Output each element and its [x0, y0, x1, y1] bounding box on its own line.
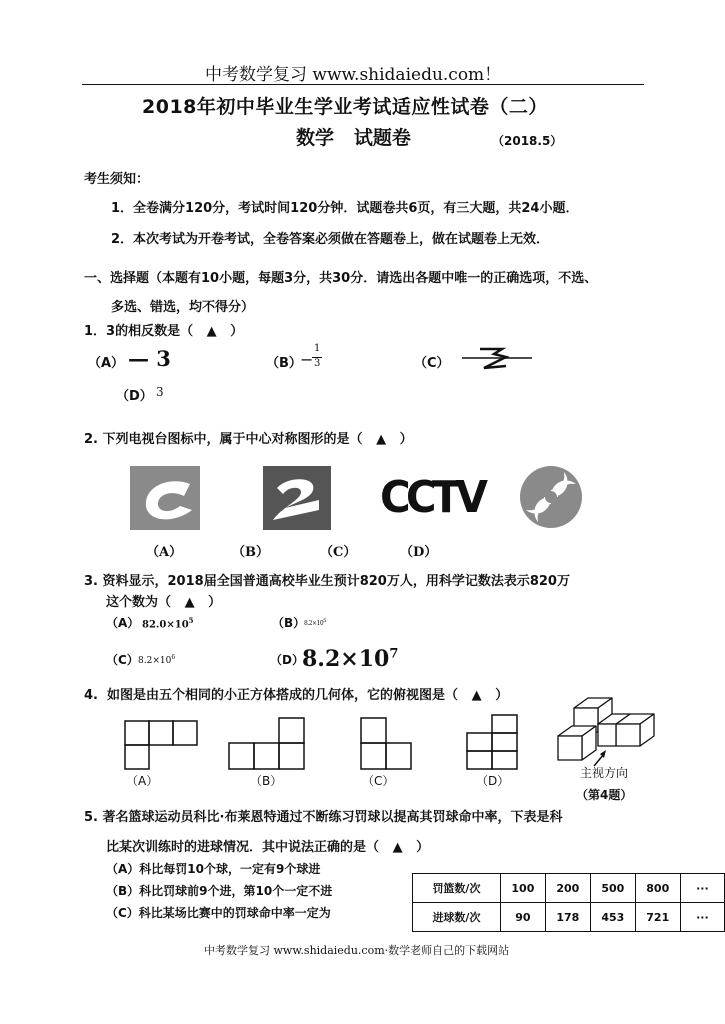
exam-subject: 数学 试题卷 — [296, 127, 411, 149]
q1-option-b-sign: − — [300, 350, 314, 369]
q5-option-c: （C）科比某场比赛中的罚球命中率一定为 — [106, 906, 331, 920]
q5-stem-line2: 比某次训练时的进球情况．其中说法正确的是（ ▲ ） — [106, 840, 430, 855]
notice-heading: 考生须知： — [84, 172, 150, 187]
q4-option-c-figure — [360, 717, 414, 771]
q4-option-b-figure — [228, 717, 306, 771]
exam-date: （2018.5） — [492, 134, 563, 148]
table-cell: ··· — [680, 874, 724, 903]
q3-stem-line2: 这个数为（ ▲ ） — [106, 595, 222, 610]
table-cell: 90 — [500, 903, 545, 932]
logo-c-cctv: CCTV — [380, 472, 484, 523]
q5-option-b: （B）科比罚球前9个进，第10个一定不进 — [106, 884, 333, 898]
table-cell: ··· — [680, 903, 724, 932]
q3-stem-line1: 3. 资料显示，2018届全国普通高校毕业生预计820万人，用科学记数法表示820万 — [84, 574, 570, 589]
q2-label-a: （A） — [146, 545, 183, 560]
q1-option-d-value: 3 — [156, 385, 164, 399]
table-row-header: 进球数/次 — [413, 903, 501, 932]
q4-label-b: （B） — [250, 774, 283, 788]
q3-option-a-value — [142, 616, 194, 630]
q4-stem: 4. 如图是由五个相同的小正方体搭成的几何体，它的俯视图是（ ▲ ） — [84, 688, 509, 703]
q4-view-direction-label: 主视方向 — [580, 766, 629, 780]
table-cell: 178 — [545, 903, 590, 932]
page-header: 中考数学复习 www.shidaiedu.com！ — [205, 65, 502, 85]
q1-option-b-label: （B） — [266, 356, 302, 371]
q3-option-b-label: （B） — [272, 616, 306, 630]
q4-option-d-figure — [466, 714, 520, 770]
q4-option-a-figure — [124, 720, 199, 770]
q3-option-d-label: （D） — [270, 653, 304, 667]
exam-title: 2018年初中毕业生学业考试适应性试卷（二） — [142, 96, 548, 118]
q3-option-c-value — [138, 654, 175, 666]
q4-cube-solid-figure — [554, 694, 664, 768]
table-cell: 721 — [635, 903, 680, 932]
q1-option-b-numerator: 1 — [314, 343, 321, 354]
q1-option-c-garbled-formula — [462, 346, 534, 370]
q1-option-b-denominator: 3 — [314, 358, 321, 369]
table-cell: 500 — [590, 874, 635, 903]
q1-option-a-value: — 3 — [128, 346, 171, 371]
q4-label-d: （D） — [476, 774, 510, 788]
notice-item-1: 1．全卷满分120分，考试时间120分钟．试题卷共6页，有三大题，共24小题． — [111, 201, 579, 216]
q3-option-c-label: （C） — [106, 653, 139, 667]
section1-line1: 一、选择题（本题有10小题，每题3分，共30分．请选出各题中唯一的正确选项，不选、 — [84, 271, 598, 286]
q2-label-b: （B） — [232, 545, 269, 560]
q2-stem: 2. 下列电视台图标中，属于中心对称图形的是（ ▲ ） — [84, 432, 413, 447]
q2-label-d: （D） — [400, 545, 438, 560]
q1-option-d-label: （D） — [116, 389, 153, 404]
q1-option-c-label: （C） — [414, 356, 450, 371]
q5-shooting-table — [412, 873, 725, 932]
notice-item-2: 2．本次考试为开卷考试，全卷答案必须做在答题卷上，做在试题卷上无效． — [111, 232, 550, 247]
table-cell: 200 — [545, 874, 590, 903]
q3-option-b-value — [304, 618, 326, 627]
header-rule — [82, 84, 644, 85]
q3-option-a-base: 82.0×10 — [142, 619, 189, 631]
q3-option-d-base: 8.2×10 — [302, 646, 390, 672]
table-cell: 453 — [590, 903, 635, 932]
q3-option-c-base: 8.2×10 — [138, 656, 172, 666]
table-row — [413, 903, 725, 932]
q5-option-a: （A）科比每罚10个球，一定有9个球进 — [106, 862, 321, 876]
q2-label-c: （C） — [320, 545, 357, 560]
table-cell: 800 — [635, 874, 680, 903]
q1-stem: 1．3的相反数是（ ▲ ） — [84, 324, 244, 339]
q3-option-b-base: 8.2×10 — [304, 620, 324, 627]
q5-stem-line1: 5. 著名篮球运动员科比·布莱恩特通过不断练习罚球以提高其罚球命中率，下表是科 — [84, 810, 563, 825]
q3-option-c-exp: 6 — [171, 654, 176, 661]
q4-label-c: （C） — [362, 774, 395, 788]
logo-b-icon — [262, 466, 332, 530]
logo-d-icon — [518, 464, 584, 530]
table-row-header: 罚篮数/次 — [413, 874, 501, 903]
section1-line2: 多选、错选，均不得分） — [111, 300, 255, 315]
table-row — [413, 874, 725, 903]
q3-option-b-exp: 5 — [323, 618, 326, 624]
q3-option-a-label: （A） — [106, 616, 140, 630]
q3-option-a-exp: 5 — [188, 616, 194, 625]
logo-a-icon — [130, 466, 200, 530]
q3-option-d-value — [302, 646, 398, 672]
q1-option-a-label: （A） — [88, 356, 125, 371]
q4-figure-caption: （第4题） — [576, 788, 633, 802]
q4-label-a: （A） — [126, 774, 159, 788]
page-footer: 中考数学复习 www.shidaiedu.com·数学老师自己的下载网站 — [204, 944, 510, 957]
q3-option-d-exp: 7 — [389, 646, 399, 662]
table-cell: 100 — [500, 874, 545, 903]
